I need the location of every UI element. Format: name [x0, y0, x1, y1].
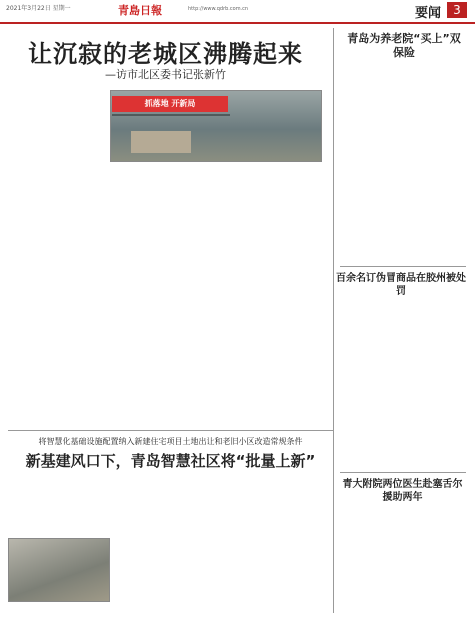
column-divider — [333, 28, 334, 613]
side-story-1-body — [340, 74, 466, 264]
page-number: 3 — [447, 2, 467, 18]
bottom-column-3 — [224, 494, 332, 614]
side-story-2-body — [340, 312, 466, 470]
lead-photo-caption: 抓落地 开新局 — [112, 96, 228, 112]
lead-photo-subcaption — [112, 114, 230, 116]
lead-column-3 — [215, 165, 323, 428]
side-story-1-headline: 青岛为养老院“买上”双保险 — [347, 32, 461, 59]
side-divider-1 — [340, 266, 466, 267]
page-header — [0, 0, 475, 24]
section-divider — [8, 430, 333, 431]
bottom-photo — [8, 538, 110, 602]
issue-date: 2021年3月22日 星期一 — [6, 5, 71, 12]
masthead-url[interactable]: http://www.qdrb.com.cn — [188, 6, 249, 12]
bottom-column-1 — [8, 484, 108, 536]
masthead-logo: 青島日報 — [118, 4, 162, 17]
side-story-3-body — [340, 518, 466, 613]
section-name: 要闻 — [414, 6, 441, 21]
bottom-kicker: 将智慧化基础设施配置纳入新建住宅项目土地出让和老旧小区改造常规条件 — [38, 437, 303, 446]
side-story-3-headline: 青大附院两位医生赴塞舌尔援助两年 — [342, 479, 463, 503]
bottom-column-2 — [113, 484, 219, 614]
bottom-headline: 新基建风口下，青岛智慧社区将“批量上新” — [25, 452, 316, 470]
side-story-2-headline: 百余名订伪冒商品在胶州被处罚 — [336, 273, 466, 297]
lead-headline: 让沉寂的老城区沸腾起来 — [28, 40, 303, 68]
lead-column-2 — [110, 165, 210, 428]
lead-column-1 — [8, 90, 106, 428]
lead-subheadline: —访市北区委书记张新竹 — [105, 68, 226, 81]
side-divider-2 — [340, 472, 466, 473]
